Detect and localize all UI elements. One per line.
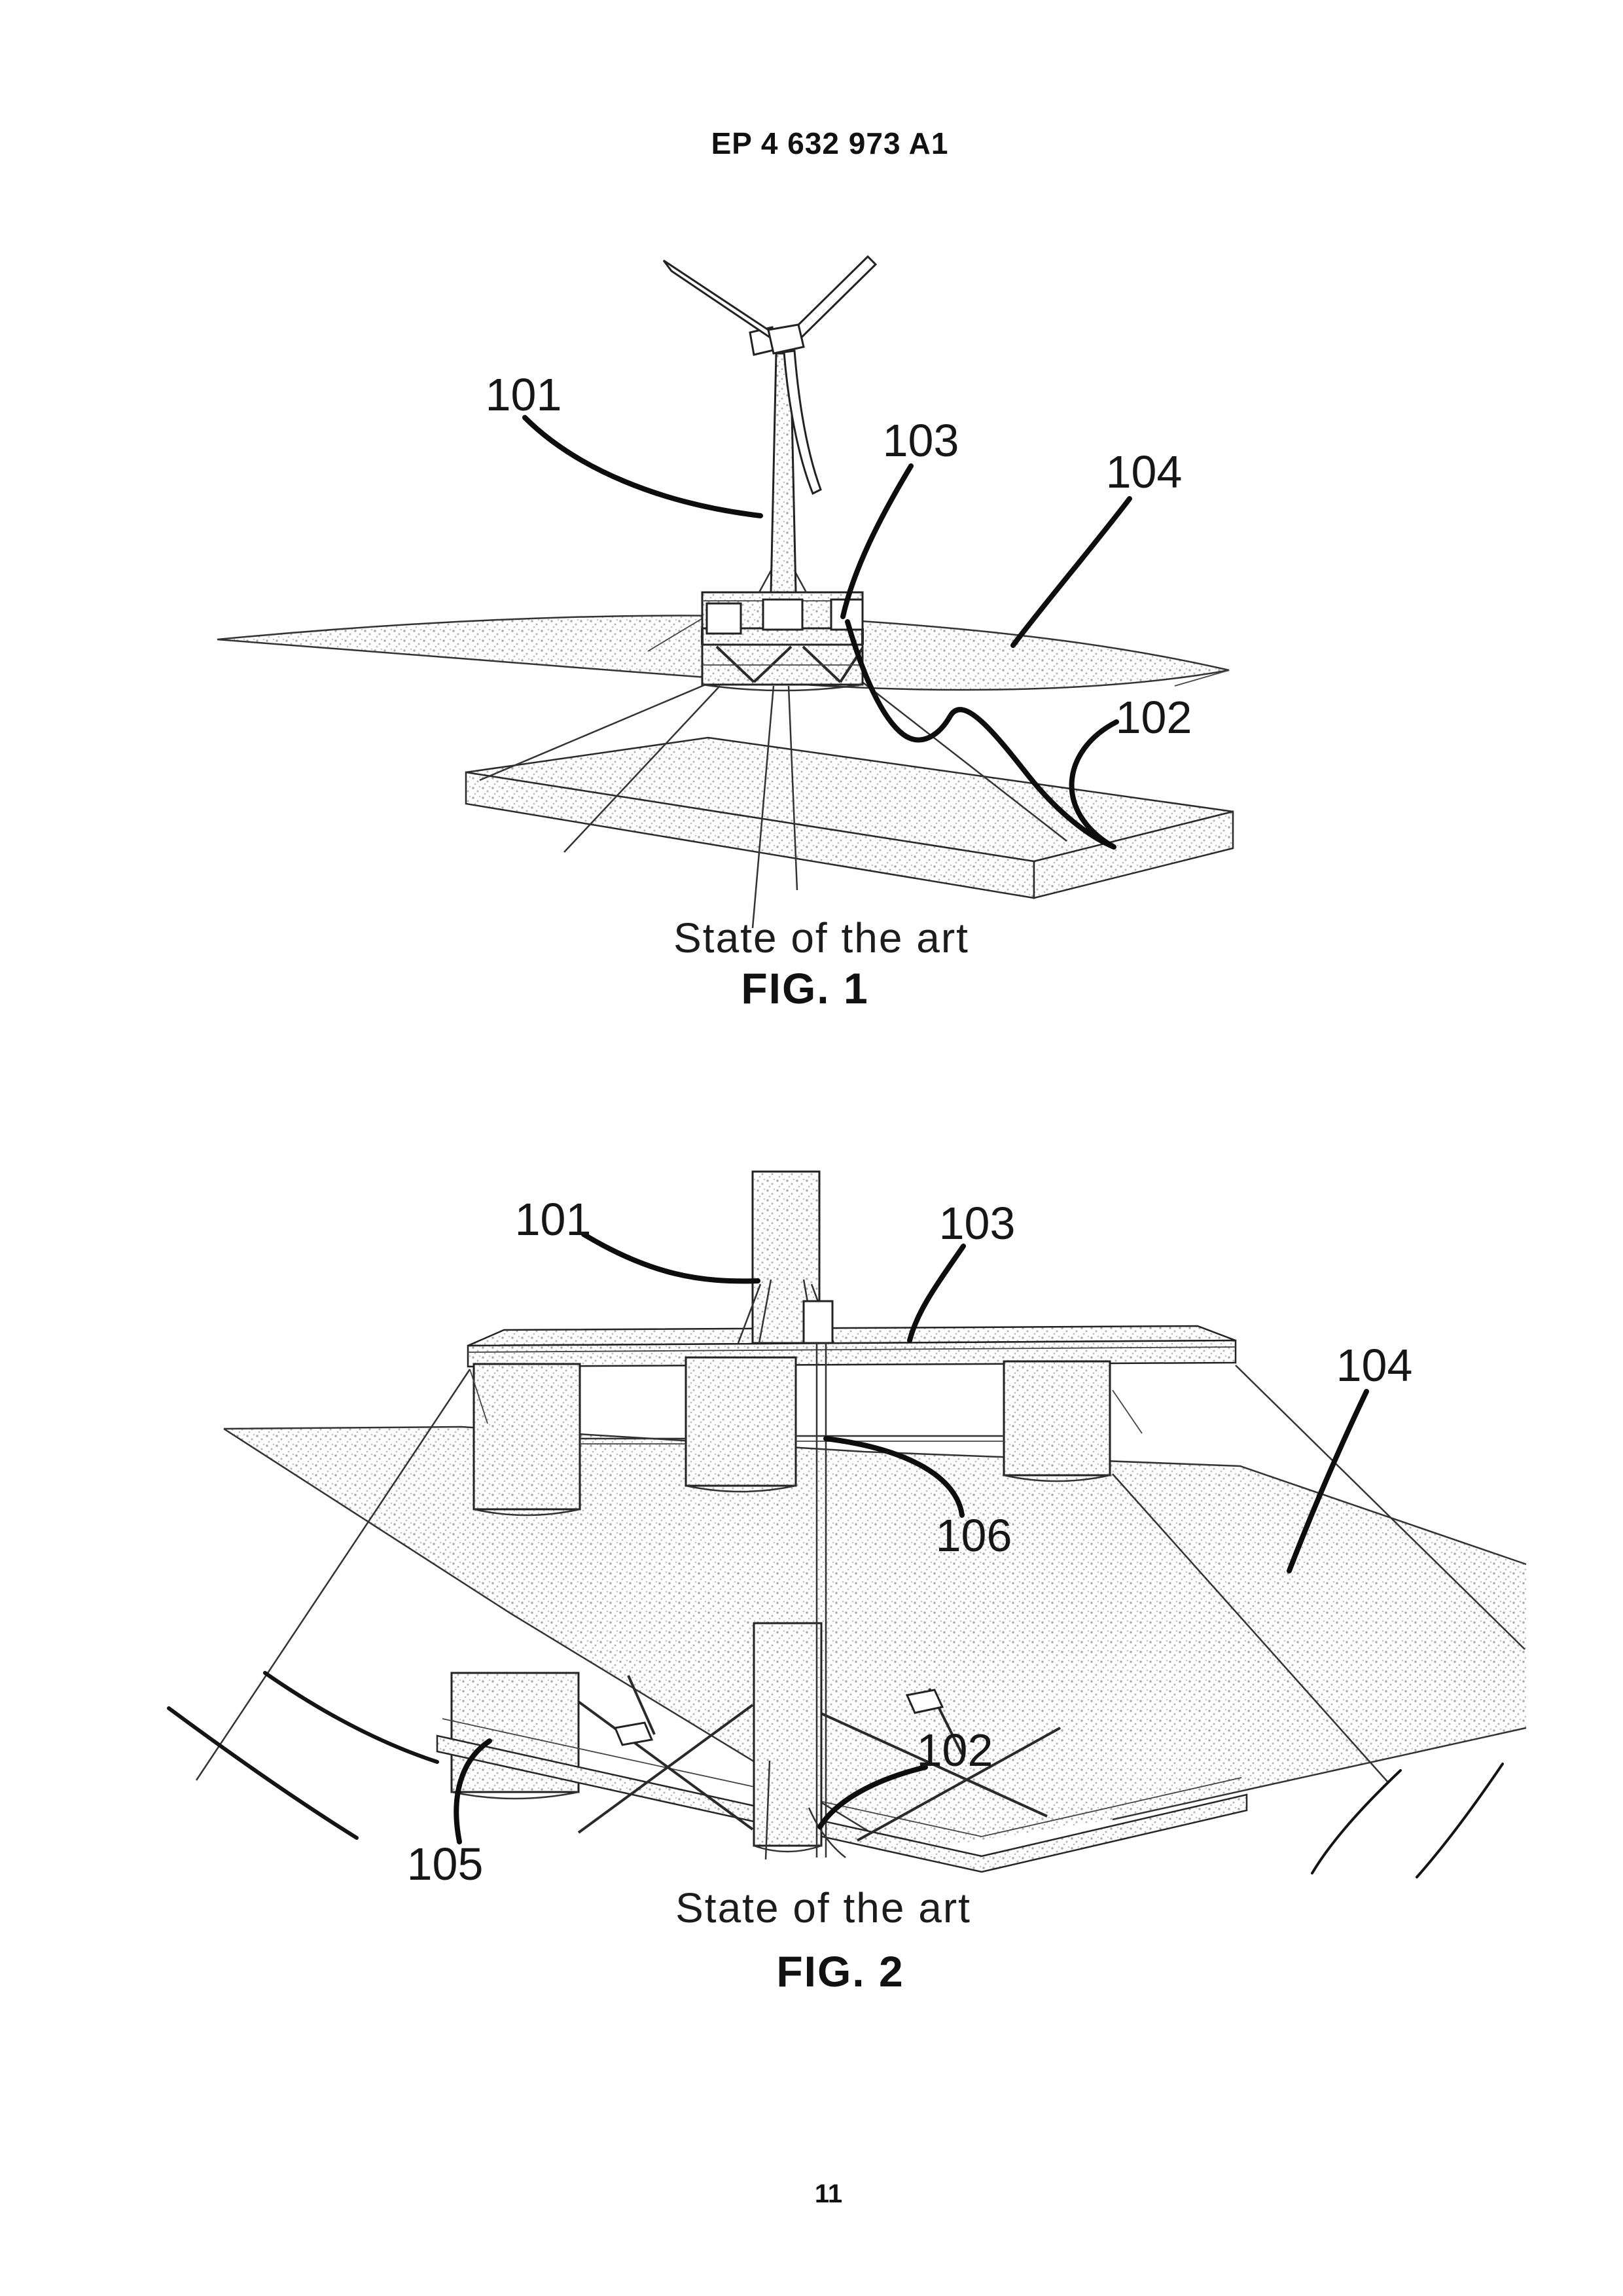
fig2-ref-104: 104 bbox=[1336, 1340, 1413, 1391]
fig2-leader-101 bbox=[584, 1234, 758, 1281]
figure-2-drawing bbox=[0, 1165, 1623, 1937]
fig1-seabed-slab bbox=[466, 738, 1233, 898]
fig2-ref-105: 105 bbox=[406, 1839, 484, 1890]
fig2-ref-101: 101 bbox=[514, 1194, 592, 1245]
fig2-caption: State of the art bbox=[675, 1884, 971, 1931]
fig2-water-plane bbox=[224, 1427, 1526, 1852]
fig1-blade-up-right bbox=[789, 257, 876, 343]
fig1-caption: State of the art bbox=[673, 914, 969, 961]
fig1-hub bbox=[768, 325, 804, 353]
page-number: 11 bbox=[814, 2179, 843, 2208]
fig1-ref-104: 104 bbox=[1105, 446, 1183, 497]
fig1-ref-102: 102 bbox=[1115, 692, 1192, 743]
figure-1-drawing bbox=[0, 216, 1623, 1008]
fig2-column-left bbox=[474, 1364, 580, 1509]
fig2-ref-106: 106 bbox=[935, 1510, 1012, 1561]
fig2-ref-102: 102 bbox=[916, 1725, 993, 1776]
fig2-label: FIG. 2 bbox=[776, 1947, 904, 1996]
fig1-corner-box-left bbox=[707, 603, 741, 634]
fig1-ref-101: 101 bbox=[485, 369, 562, 420]
fig2-leader-103 bbox=[910, 1246, 963, 1340]
fig1-center-box bbox=[763, 600, 802, 630]
fig2-column-right bbox=[1004, 1361, 1110, 1475]
fig1-blade-up-left bbox=[664, 260, 784, 347]
fig1-ref-103: 103 bbox=[882, 415, 959, 466]
fig1-label: FIG. 1 bbox=[741, 964, 869, 1013]
fig2-column-center bbox=[686, 1357, 796, 1486]
fig1-turbine-rotor bbox=[664, 257, 876, 493]
fig2-ref-103: 103 bbox=[938, 1198, 1016, 1249]
fig1-leader-101 bbox=[525, 418, 760, 516]
document-number: EP 4 632 973 A1 bbox=[711, 126, 949, 160]
fig1-leader-104 bbox=[1013, 499, 1130, 645]
